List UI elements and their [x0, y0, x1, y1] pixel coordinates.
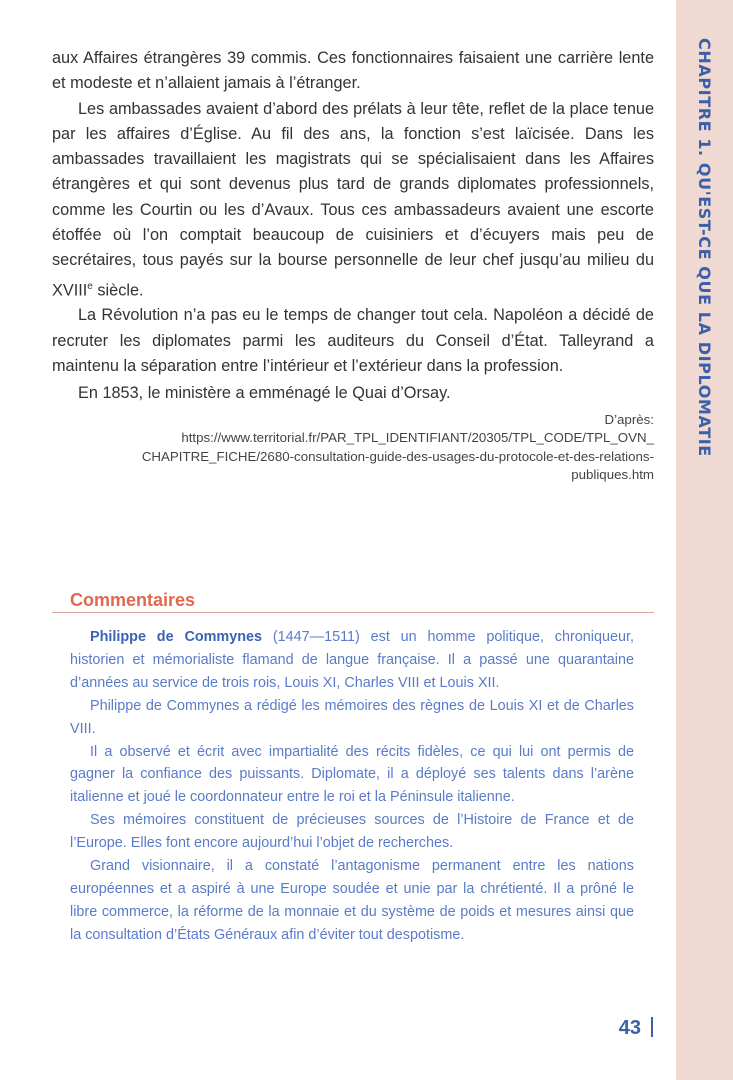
paragraph-2 [52, 97, 654, 304]
chapter-sidebar [676, 0, 733, 1080]
paragraph-3: La Révolution n’a pas eu le temps de changer tout cela. Napoléon a décidé de recruter les diplomates parmi les auditeurs du Conseil d’État. Talleyrand a maintenu la séparation entre l’intérieur et l’extérieur dans la profession. [52, 306, 654, 375]
comments-body [70, 626, 634, 947]
source-line-2: CHAPITRE_FICHE/2680-consultation-guide-des-usages-du-protocole-et-des-relations- [141, 448, 654, 464]
source-line-1: https://www.territorial.fr/PAR_TPL_IDENTIFIANT/20305/TPL_CODE/TPL_OVN_ [181, 430, 654, 446]
comment-1-text: (1447—1511) est un homme politique, chroniqueur, historien et mémorialiste flamand de langue française. Il a passé une quarantaine d’années au service de trois rois, Louis XI, Charles VIII et Louis XII. [70, 629, 635, 691]
comment-2: Philippe de Commynes a rédigé les mémoires des règnes de Louis XI et de Charles VIII. [70, 697, 634, 737]
source-label: D’après: [604, 411, 654, 427]
source-line-3: publiques.htm [571, 467, 654, 483]
paragraph-2-text: Les ambassades avaient d’abord des prélats à leur tête, reflet de la place tenue par les affaires d’Église. Au fil des ans, la fonction s’est laïcisée. Dans les ambassades travaillaient les magistrats qui se spécialisaient dans les Affaires étrangères et qui sont devenus plus tard de grands diplomates professionnels, comme les Courtin ou les d’Avaux. Tous ces ambassadeurs avaient une escorte étoffée où l’on comptait beaucoup de cuisiniers et d’écuyers mais peu de secrétaires, tous payés sur la bourse personnelle de leur chef jusqu’au milieu du XVIII [52, 99, 654, 300]
main-text [52, 46, 654, 485]
comment-5: Grand visionnaire, il a constaté l’antagonisme permanent entre les nations européennes et a aspiré à une Europe soudée et unie par la chrétienté. Il a prôné le libre commerce, la réforme de la monnaie et du système de poids et mesures ainsi que la consultation d’États Généraux afin d’éviter tout despotisme. [70, 858, 634, 943]
paragraph-1: aux Affaires étrangères 39 commis. Ces fonctionnaires faisaient une carrière lente et modeste et n’allaient jamais à l’étranger. [52, 49, 654, 93]
page-number-separator [651, 1017, 653, 1037]
comment-4: Ses mémoires constituent de précieuses sources de l’Histoire de France et de l’Europe. Elles font encore aujourd’hui l’objet de recherches. [70, 812, 634, 852]
source-citation [52, 411, 654, 485]
page-number [619, 1017, 653, 1040]
comments-heading: Commentaires [52, 590, 654, 613]
paragraph-2-end: siècle. [92, 281, 144, 300]
comment-3: Il a observé et écrit avec impartialité des récits fidèles, ce qui lui ont permis de gagner la confiance des puissants. Diplomate, il a déployé ses talents dans l’arène italienne et joué le coordonnateur entre le roi et la Péninsule italienne. [70, 743, 634, 806]
superscript-e: e [87, 280, 93, 292]
person-name: Philippe de Commynes [90, 629, 263, 645]
chapter-title: CHAPITRE 1. QU'EST-CE QUE LA DIPLOMATIE [695, 38, 714, 457]
comment-1 [70, 626, 634, 695]
paragraph-4: En 1853, le ministère a emménagé le Quai d’Orsay. [78, 384, 451, 403]
page-number-value: 43 [618, 1017, 641, 1039]
